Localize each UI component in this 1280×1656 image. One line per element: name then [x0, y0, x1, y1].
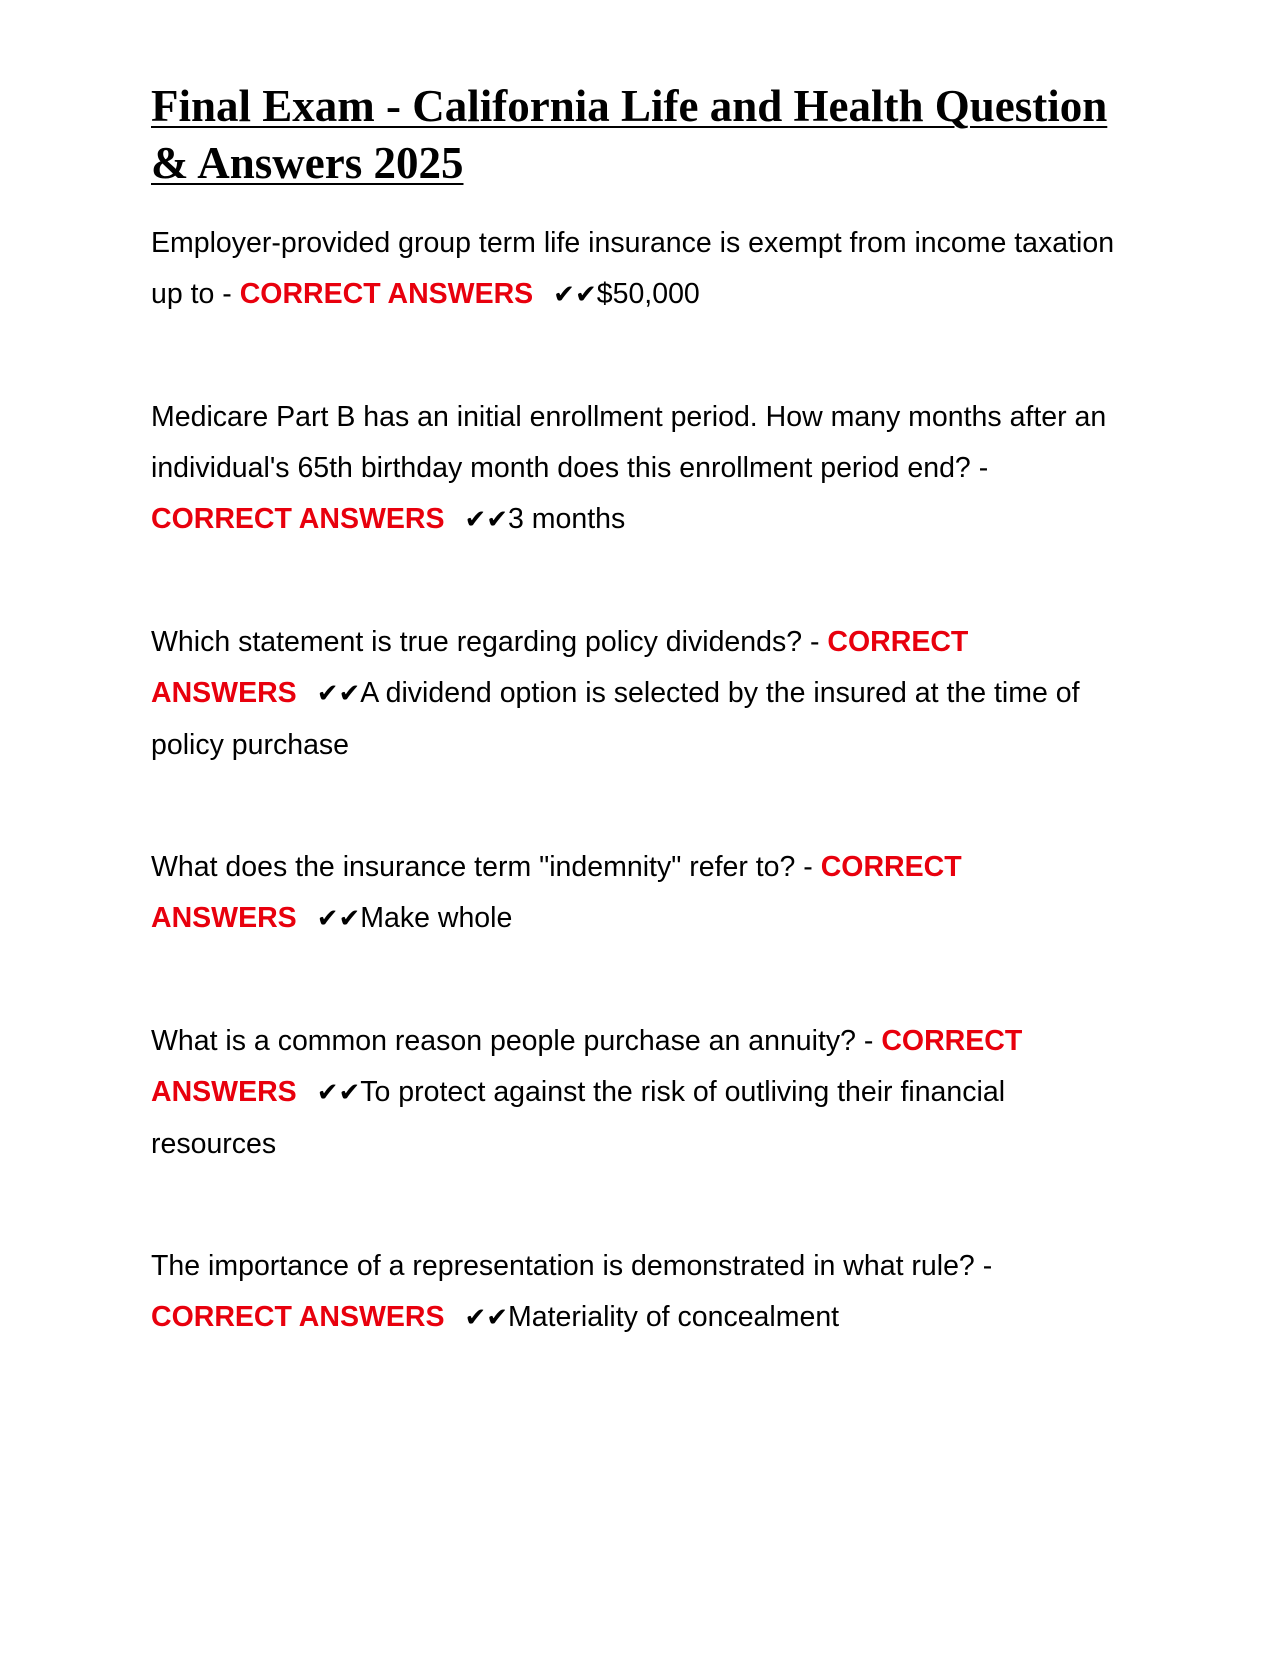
qa-item	[151, 218, 1131, 321]
correct-answers-label: CORRECT ANSWERS	[151, 1301, 445, 1333]
double-check-icon: ✔✔	[316, 904, 361, 934]
qa-item	[151, 392, 1131, 546]
double-check-icon: ✔✔	[553, 280, 597, 310]
answer-text: $50,000	[596, 278, 700, 310]
correct-answers-label: CORRECT ANSWERS	[151, 1025, 1023, 1108]
question-text: Employer-provided group term life insurance is exempt from income taxation up to -	[151, 227, 1115, 310]
document-title: Final Exam - California Life and Health Question & Answers 2025	[151, 81, 1108, 188]
qa-item	[151, 842, 1131, 945]
answer-text: 3 months	[508, 503, 626, 535]
question-text: Medicare Part B has an initial enrollment period. How many months after an individual's 65th birthday month does this enrollment period end? -	[151, 401, 1107, 484]
answer-text: To protect against the risk of outliving their financial resources	[151, 1076, 1006, 1160]
answer-text: A dividend option is selected by the insured at the time of policy purchase	[151, 677, 1080, 761]
double-check-icon: ✔✔	[316, 1078, 361, 1108]
answer-text: Make whole	[360, 902, 513, 934]
qa-item	[151, 617, 1131, 771]
question-text: The importance of a representation is demonstrated in what rule? -	[151, 1250, 993, 1282]
question-text: What does the insurance term "indemnity" refer to? -	[151, 851, 821, 883]
correct-answers-label: CORRECT ANSWERS	[239, 278, 534, 310]
document-content	[151, 78, 1131, 1415]
question-text: Which statement is true regarding policy dividends? -	[151, 626, 828, 658]
question-text: What is a common reason people purchase an annuity? -	[151, 1025, 882, 1057]
qa-item	[151, 1016, 1131, 1170]
correct-answers-label: CORRECT ANSWERS	[151, 503, 445, 535]
double-check-icon: ✔✔	[316, 679, 361, 709]
correct-answers-label: CORRECT ANSWERS	[151, 626, 969, 709]
double-check-icon: ✔✔	[464, 505, 509, 535]
correct-answers-label: CORRECT ANSWERS	[151, 851, 962, 934]
answer-text: Materiality of concealment	[508, 1301, 840, 1333]
double-check-icon: ✔✔	[464, 1303, 509, 1333]
qa-item	[151, 1241, 1131, 1344]
